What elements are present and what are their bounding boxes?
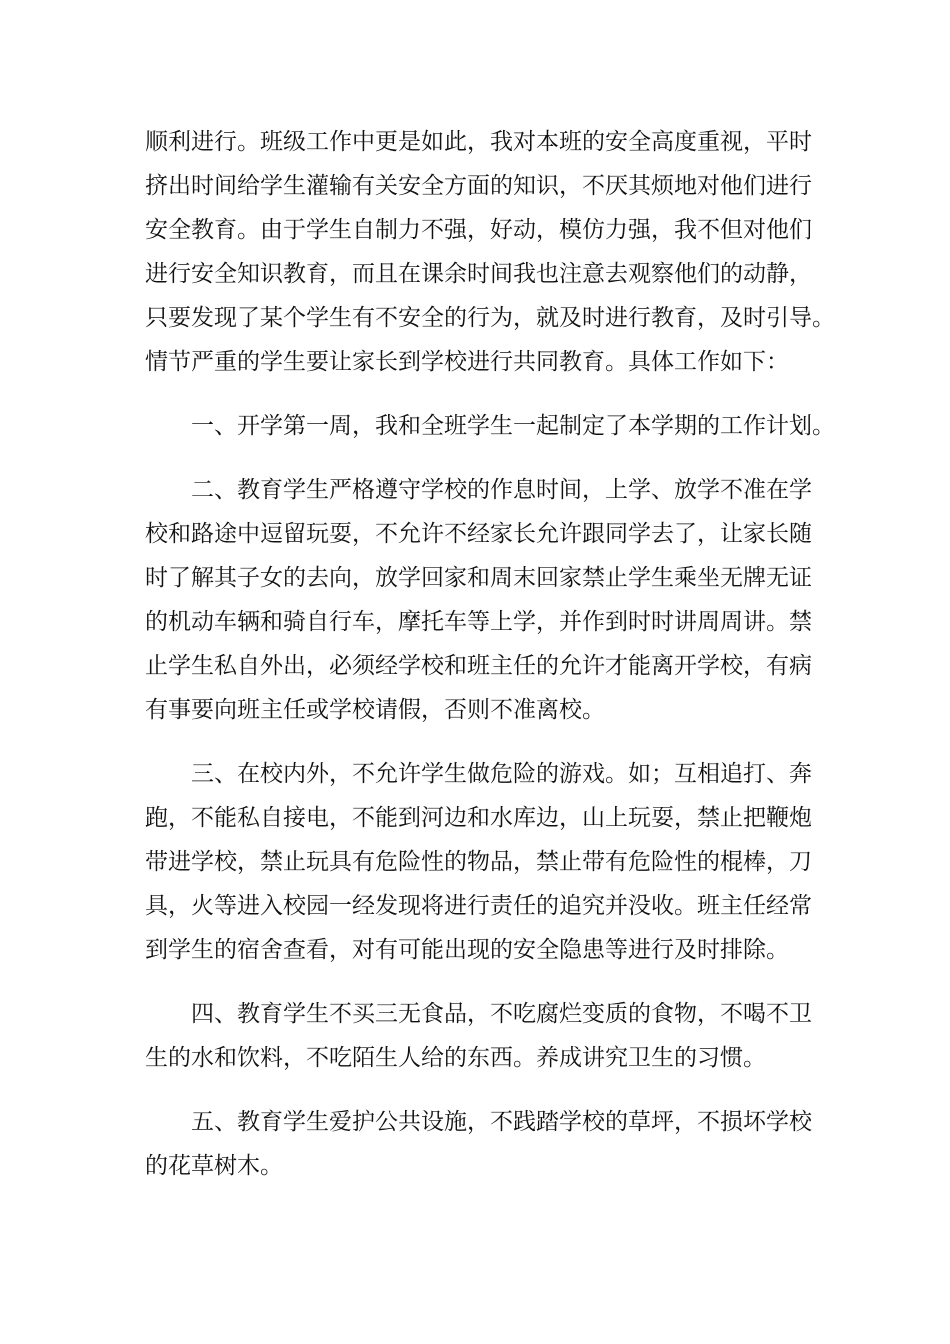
paragraph-gap (145, 972, 810, 992)
text-line: 安全教育。由于学生自制力不强，好动，模仿力强，我不但对他们 (145, 217, 812, 243)
paragraph-gap (145, 384, 810, 404)
text-line: 带进学校，禁止玩具有危险性的物品，禁止带有危险性的棍棒，刀 (145, 849, 812, 875)
paragraph-item-1 (145, 404, 835, 448)
text-line: 到学生的宿舍查看，对有可能出现的安全隐患等进行及时排除。 (145, 937, 789, 963)
paragraph-continuation (145, 120, 835, 384)
text-line: 二、教育学生严格遵守学校的作息时间，上学、放学不准在学 (191, 477, 812, 503)
text-line: 挤出时间给学生灌输有关安全方面的知识，不厌其烦地对他们进行 (145, 173, 812, 199)
text-line: 跑，不能私自接电，不能到河边和水库边，山上玩耍，禁止把鞭炮 (145, 805, 812, 831)
text-line: 具，火等进入校园一经发现将进行责任的追究并没收。班主任经常 (145, 893, 812, 919)
paragraph-gap (145, 448, 810, 468)
text-line: 有事要向班主任或学校请假，否则不准离校。 (145, 697, 605, 723)
text-line: 进行安全知识教育，而且在课余时间我也注意去观察他们的动静， (145, 261, 812, 287)
text-line: 五、教育学生爱护公共设施，不践踏学校的草坪，不损坏学校 (191, 1109, 812, 1135)
document-body (145, 120, 835, 1188)
text-line: 止学生私自外出，必须经学校和班主任的允许才能离开学校，有病 (145, 653, 812, 679)
paragraph-gap (145, 1080, 810, 1100)
paragraph-item-5 (145, 1100, 810, 1188)
paragraph-item-4 (145, 992, 810, 1080)
text-line: 只要发现了某个学生有不安全的行为，就及时进行教育，及时引导。 (145, 305, 835, 331)
paragraph-gap (145, 732, 810, 752)
text-line: 生的水和饮料，不吃陌生人给的东西。养成讲究卫生的习惯。 (145, 1045, 766, 1071)
text-line: 时了解其子女的去向，放学回家和周末回家禁止学生乘坐无牌无证 (145, 565, 812, 591)
paragraph-item-3 (145, 752, 810, 972)
text-line: 三、在校内外，不允许学生做危险的游戏。如；互相追打、奔 (191, 761, 812, 787)
text-line: 的花草树木。 (145, 1153, 283, 1179)
text-line: 情节严重的学生要让家长到学校进行共同教育。具体工作如下： (145, 349, 789, 375)
paragraph-item-2 (145, 468, 810, 732)
text-line: 的机动车辆和骑自行车，摩托车等上学，并作到时时讲周周讲。禁 (145, 609, 812, 635)
text-line: 顺利进行。班级工作中更是如此，我对本班的安全高度重视，平时 (145, 129, 812, 155)
text-line: 一、开学第一周，我和全班学生一起制定了本学期的工作计划。 (191, 413, 835, 439)
text-line: 四、教育学生不买三无食品，不吃腐烂变质的食物，不喝不卫 (191, 1001, 812, 1027)
text-line: 校和路途中逗留玩耍，不允许不经家长允许跟同学去了，让家长随 (145, 521, 812, 547)
